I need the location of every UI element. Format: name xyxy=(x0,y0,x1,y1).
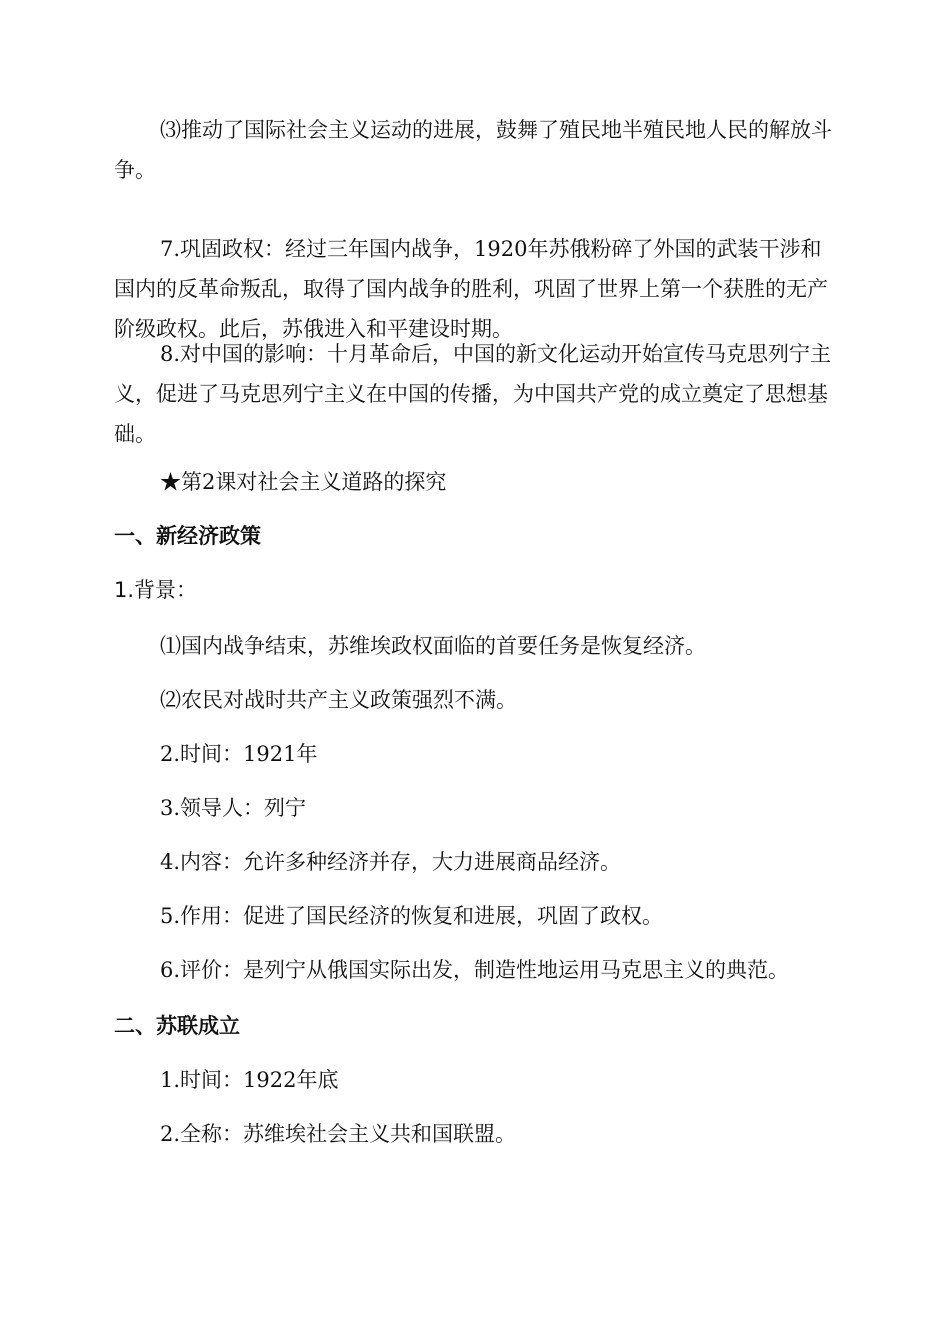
list-item: 5.作用：促进了国民经济的恢复和进展，巩固了政权。 xyxy=(160,904,664,928)
list-item: 2.全称：苏维埃社会主义共和国联盟。 xyxy=(160,1122,517,1146)
list-item: 2.时间：1921年 xyxy=(160,742,318,766)
list-item: ⑵农民对战时共产主义政策强烈不满。 xyxy=(160,688,517,712)
list-item: ⑴国内战争结束，苏维埃政权面临的首要任务是恢复经济。 xyxy=(160,634,706,658)
lesson-title: ★第2课对社会主义道路的探究 xyxy=(160,470,447,494)
section-heading-ussr-founded: 二、苏联成立 xyxy=(114,1014,240,1038)
section-heading-new-economic-policy: 一、新经济政策 xyxy=(114,524,261,548)
list-item: 6.评价：是列宁从俄国实际出发，制造性地运用马克思主义的典范。 xyxy=(160,958,790,982)
paragraph-international-impact: ⑶推动了国际社会主义运动的进展，鼓舞了殖民地半殖民地人民的解放斗争。 xyxy=(114,118,832,182)
list-item: 1.时间：1922年底 xyxy=(160,1068,339,1092)
list-item: 3.领导人：列宁 xyxy=(160,796,307,820)
background-label: 1.背景： xyxy=(114,578,198,602)
list-item: 4.内容：允许多种经济并存，大力进展商品经济。 xyxy=(160,850,622,874)
paragraph-influence-on-china: 8.对中国的影响：十月革命后，中国的新文化运动开始宣传马克思列宁主义，促进了马克思列宁主义在中国的传播，为中国共产党的成立奠定了思想基础。 xyxy=(114,342,832,446)
paragraph-consolidate-power: 7.巩固政权：经过三年国内战争，1920年苏俄粉碎了外国的武装干涉和国内的反革命叛乱，取得了国内战争的胜利，巩固了世界上第一个获胜的无产阶级政权。此后，苏俄进入和平建设时期。 xyxy=(114,237,828,341)
